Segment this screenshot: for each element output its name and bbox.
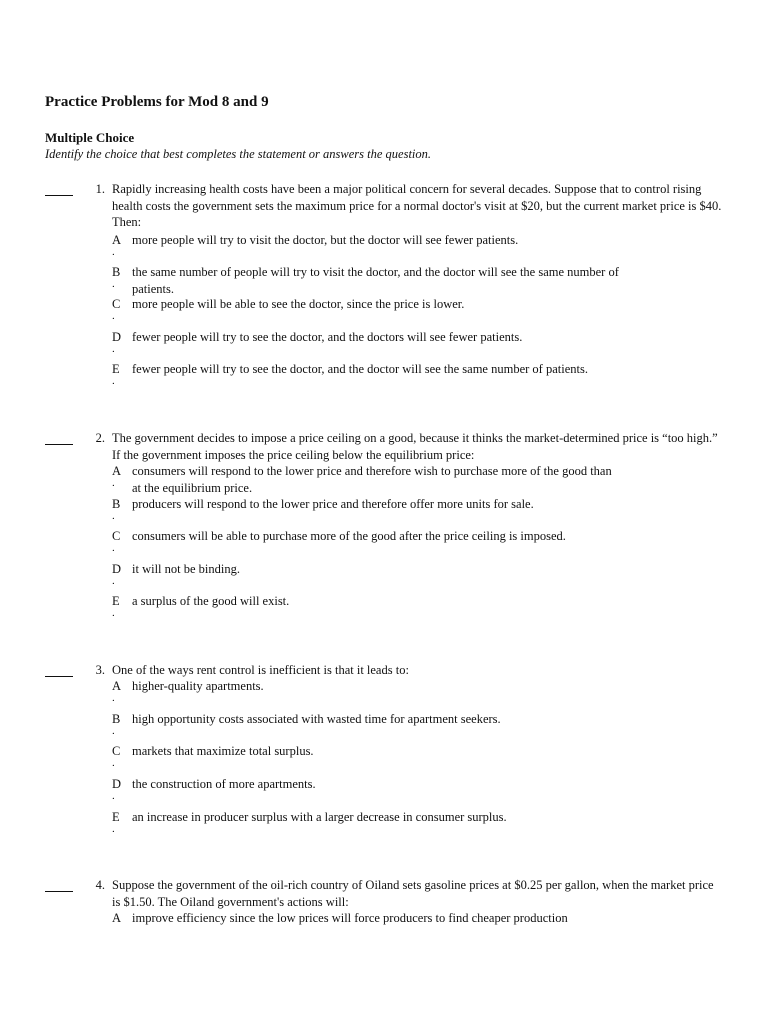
choice-letter: D	[112, 777, 122, 791]
question-text: Rapidly increasing health costs have been a major political concern for several decades. Suppose that to control rising health costs the government sets the maximum price for a normal doctor's visit at $20, but the current market price is $40. Then:	[112, 182, 722, 229]
question-text: The government decides to impose a price ceiling on a good, because it thinks the market-determined price is “too high.” If the government imposes the price ceiling below the equilibrium price:	[112, 431, 718, 462]
choice-letter: C	[112, 744, 121, 758]
choice-letter: B	[112, 712, 121, 726]
choice-dot: .	[112, 790, 115, 802]
choice-text: producers will respond to the lower price and therefore offer more units for sale.	[132, 497, 534, 511]
question-number: 3.	[95, 663, 105, 677]
question-number: 4.	[95, 878, 105, 892]
choice-letter: C	[112, 297, 121, 311]
choice-letter: E	[112, 362, 120, 376]
choice-text: the same number of people will try to visit the doctor, and the doctor will see the same number of patients.	[132, 265, 619, 296]
choice-dot: .	[112, 278, 115, 290]
choice-text: consumers will respond to the lower price and therefore wish to purchase more of the good than at the equilibrium price.	[132, 464, 612, 495]
choice-letter: B	[112, 265, 121, 279]
answer-blank[interactable]	[45, 181, 73, 196]
choice-letter: D	[112, 330, 122, 344]
choice-dot: .	[112, 310, 115, 322]
choice-letter: A	[112, 911, 122, 925]
choice-dot: .	[112, 575, 115, 587]
choice-letter: D	[112, 562, 122, 576]
choice-text: more people will try to visit the doctor, but the doctor will see fewer patients.	[132, 233, 519, 247]
choice-dot: .	[112, 725, 115, 737]
answer-blank[interactable]	[45, 662, 73, 677]
choice-text: it will not be binding.	[132, 562, 240, 576]
choice-letter: A	[112, 679, 122, 693]
question-number: 2.	[95, 431, 105, 445]
choice-letter: A	[112, 464, 122, 478]
choice-dot: .	[112, 510, 115, 522]
choice-text: more people will be able to see the doctor, since the price is lower.	[132, 297, 465, 311]
choice-text: higher-quality apartments.	[132, 679, 264, 693]
answer-blank[interactable]	[45, 877, 73, 892]
choice-letter: E	[112, 594, 120, 608]
choice-dot: .	[112, 375, 115, 387]
choice-dot: .	[112, 692, 115, 704]
choice-letter: B	[112, 497, 121, 511]
question-text: One of the ways rent control is inefficient is that it leads to:	[112, 663, 409, 677]
answer-blank[interactable]	[45, 430, 73, 445]
choice-letter: E	[112, 810, 120, 824]
section-heading: Multiple Choice	[45, 130, 135, 145]
choice-text: an increase in producer surplus with a larger decrease in consumer surplus.	[132, 810, 507, 824]
page-title: Practice Problems for Mod 8 and 9	[45, 94, 269, 110]
choice-text: a surplus of the good will exist.	[132, 594, 290, 608]
choice-letter: A	[112, 233, 122, 247]
question-number: 1.	[95, 182, 105, 196]
choice-dot: .	[112, 607, 115, 619]
choice-text: the construction of more apartments.	[132, 777, 316, 791]
choice-letter: C	[112, 529, 121, 543]
choice-text: fewer people will try to see the doctor, and the doctor will see the same number of patients.	[132, 362, 588, 376]
choice-dot: .	[112, 823, 115, 835]
choice-text: consumers will be able to purchase more of the good after the price ceiling is imposed.	[132, 529, 566, 543]
instructions-text: Identify the choice that best completes the statement or answers the question.	[45, 147, 432, 161]
choice-dot: .	[112, 757, 115, 769]
choice-text: high opportunity costs associated with wasted time for apartment seekers.	[132, 712, 501, 726]
question-text: Suppose the government of the oil-rich country of Oiland sets gasoline prices at $0.25 per gallon, when the market price is $1.50. The Oiland government's actions will:	[112, 878, 714, 909]
choice-dot: .	[112, 246, 115, 258]
choice-dot: .	[112, 477, 115, 489]
choice-text: markets that maximize total surplus.	[132, 744, 314, 758]
choice-dot: .	[112, 343, 115, 355]
choice-dot: .	[112, 542, 115, 554]
choice-text: improve efficiency since the low prices will force producers to find cheaper production	[132, 911, 568, 925]
choice-text: fewer people will try to see the doctor, and the doctors will see fewer patients.	[132, 330, 523, 344]
